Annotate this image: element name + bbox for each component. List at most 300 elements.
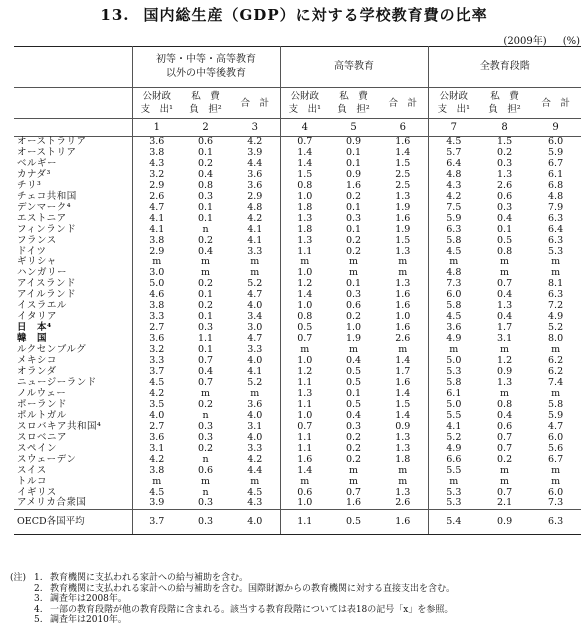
value-cell: 3.3: [230, 247, 280, 258]
value-cell: 1.9: [378, 203, 428, 214]
value-cell: 1.0: [297, 300, 313, 312]
value-cell: 1.5: [378, 400, 428, 411]
value-cell: 1.4: [378, 411, 428, 422]
title-text: 国内総生産（GDP）に対する学校教育費の比率: [143, 6, 488, 24]
unit-label: (%): [562, 36, 580, 47]
value-cell: 1.7: [497, 322, 513, 334]
subheader-private: 私 費 負 担²: [479, 88, 530, 119]
value-cell: 3.6: [230, 400, 280, 411]
footnote-item: [10, 573, 455, 584]
value-cell: 1.3: [378, 433, 428, 444]
value-cell: 0.1: [197, 344, 214, 356]
value-cell: 0.5: [297, 322, 313, 334]
group-header-secondary: [132, 47, 280, 88]
value-cell: 3.9: [230, 148, 280, 159]
value-cell: m: [200, 387, 210, 399]
value-cell: 1.3: [378, 444, 428, 455]
value-cell: 2.1: [497, 497, 513, 509]
country-name: ポーランド: [14, 400, 132, 411]
value-cell: 0.8: [197, 179, 214, 191]
value-cell: 4.5: [446, 311, 462, 323]
value-cell: 0.2: [345, 431, 362, 443]
value-cell: 0.3: [345, 212, 362, 224]
value-cell: 0.3: [197, 431, 214, 443]
value-cell: 4.5: [446, 136, 462, 147]
value-cell: 0.2: [345, 190, 362, 202]
value-cell: 1.6: [378, 214, 428, 225]
value-cell: m: [500, 267, 510, 279]
value-cell: 1.3: [378, 192, 428, 203]
value-cell: m: [200, 267, 210, 279]
value-cell: 4.4: [230, 466, 280, 477]
column-index: 7: [428, 119, 479, 137]
column-index: 1: [132, 119, 181, 137]
value-cell: 1.3: [297, 212, 313, 224]
value-cell: 0.9: [345, 136, 362, 147]
value-cell: 1.0: [345, 322, 362, 334]
value-cell: 6.7: [548, 453, 564, 465]
value-cell: 1.4: [378, 148, 428, 159]
value-cell: 6.1: [548, 168, 564, 180]
value-cell: 1.4: [297, 289, 313, 301]
value-cell: 3.3: [230, 345, 280, 356]
value-cell: 0.2: [197, 442, 214, 454]
value-cell: 0.2: [497, 146, 513, 158]
table-meta: [487, 32, 580, 47]
footnote-text: 調査年は2010年。: [50, 615, 127, 625]
country-name: チリ³: [14, 181, 132, 192]
value-cell: 4.7: [230, 334, 280, 345]
value-cell: 6.4: [548, 223, 564, 235]
value-cell: 3.3: [230, 444, 280, 455]
average-section: [14, 510, 581, 535]
value-cell: m: [551, 475, 561, 487]
footnote-number: 2.: [34, 583, 43, 594]
country-name: メキシコ: [14, 356, 132, 367]
value-cell: m: [500, 464, 510, 476]
subheader-public: 公財政 支 出¹: [132, 88, 181, 119]
subheader-private: 私 費 負 担²: [329, 88, 378, 119]
country-name: オーストラリア: [14, 137, 132, 148]
value-cell: 0.3: [497, 157, 513, 169]
subheader-total: 合 計: [230, 88, 280, 119]
footnote-text: 一部の教育段階が他の教育段階に含まれる。該当する教育段階については表18の記号「x」を参照。: [50, 604, 454, 615]
value-cell: 6.0: [548, 431, 564, 443]
value-cell: 4.5: [446, 245, 462, 257]
value-cell: 5.5: [446, 464, 462, 476]
value-cell: 0.4: [497, 289, 513, 301]
value-cell: 5.2: [230, 378, 280, 389]
value-cell: m: [378, 257, 428, 268]
country-name: ポルトガル: [14, 411, 132, 422]
value-cell: 1.9: [378, 225, 428, 236]
value-cell: 0.9: [497, 366, 513, 378]
value-cell: 0.4: [345, 355, 362, 367]
country-name: ノルウェー: [14, 389, 132, 400]
value-cell: 0.9: [479, 510, 530, 535]
value-cell: 1.2: [297, 366, 313, 378]
value-cell: 0.2: [345, 442, 362, 454]
value-cell: 1.8: [297, 201, 313, 213]
value-cell: 5.9: [548, 409, 564, 421]
table-row: [14, 444, 581, 455]
value-cell: 0.6: [197, 136, 214, 147]
footnote-label: (注): [10, 573, 27, 583]
value-cell: 1.5: [497, 136, 513, 147]
country-header-cell: [14, 47, 132, 88]
value-cell: 4.2: [230, 214, 280, 225]
column-index: 4: [280, 119, 329, 137]
value-cell: 1.0: [297, 409, 313, 421]
table-row: [14, 455, 581, 466]
value-cell: 4.1: [230, 367, 280, 378]
value-cell: 1.5: [378, 159, 428, 170]
value-cell: 1.8: [297, 223, 313, 235]
value-cell: 4.9: [446, 442, 462, 454]
country-name: ニュージーランド: [14, 378, 132, 389]
value-cell: 1.3: [297, 387, 313, 399]
value-cell: m: [551, 256, 561, 268]
value-cell: 5.3: [548, 245, 564, 257]
value-cell: 6.2: [548, 366, 564, 378]
value-cell: 0.8: [497, 398, 513, 410]
value-cell: m: [449, 256, 459, 268]
value-cell: 0.1: [345, 223, 362, 235]
value-cell: 0.9: [345, 168, 362, 180]
value-cell: 8.0: [548, 333, 564, 345]
value-cell: 0.1: [197, 212, 214, 224]
country-name: スロバキア共和国⁴: [14, 422, 132, 433]
table-row: [14, 466, 581, 477]
value-cell: 4.0: [230, 411, 280, 422]
subheader-public: 公財政 支 出¹: [280, 88, 329, 119]
value-cell: 1.2: [297, 278, 313, 290]
value-cell: 1.4: [378, 356, 428, 367]
value-cell: 4.2: [230, 137, 280, 148]
footnote-text: 調査年は2008年。: [50, 594, 127, 604]
value-cell: 0.5: [345, 376, 362, 388]
value-cell: 5.9: [446, 212, 462, 224]
value-cell: 4.8: [446, 168, 462, 180]
value-cell: 0.4: [197, 366, 214, 378]
footnote-number: 4.: [34, 604, 43, 615]
value-cell: m: [500, 256, 510, 268]
value-cell: 7.3: [548, 497, 564, 509]
value-cell: 1.0: [297, 355, 313, 367]
value-cell: 0.2: [345, 234, 362, 246]
value-cell: 0.3: [197, 497, 214, 509]
value-cell: 0.3: [197, 190, 214, 202]
value-cell: 0.2: [197, 157, 214, 169]
value-cell: 4.2: [230, 455, 280, 466]
value-cell: 6.7: [548, 157, 564, 169]
value-cell: m: [230, 477, 280, 488]
value-cell: 1.1: [297, 376, 313, 388]
table-row: [14, 214, 581, 225]
value-cell: 5.8: [446, 300, 462, 312]
education-expenditure-table: [14, 46, 581, 535]
value-cell: 5.9: [548, 146, 564, 158]
value-cell: 0.9: [378, 422, 428, 433]
table-row: [14, 477, 581, 488]
value-cell: 0.3: [345, 289, 362, 301]
value-cell: 4.5: [149, 486, 165, 498]
value-cell: 0.7: [297, 136, 313, 147]
country-name: ベルギー: [14, 159, 132, 170]
value-cell: 4.6: [149, 289, 165, 301]
value-cell: 0.3: [345, 420, 362, 432]
value-cell: 5.4: [428, 510, 479, 535]
country-name: ギリシャ: [14, 257, 132, 268]
country-name: トルコ: [14, 477, 132, 488]
value-cell: n: [202, 486, 209, 498]
subheader-public: 公財政 支 出¹: [428, 88, 479, 119]
value-cell: 4.1: [149, 223, 165, 235]
value-cell: 5.2: [446, 431, 462, 443]
value-cell: 2.6: [497, 179, 513, 191]
country-name: エストニア: [14, 214, 132, 225]
country-name: カナダ³: [14, 170, 132, 181]
value-cell: 4.2: [446, 190, 462, 202]
value-cell: 2.6: [378, 334, 428, 345]
value-cell: m: [349, 464, 359, 476]
group-header-line: 初等・中等・高等教育: [156, 54, 257, 65]
value-cell: 6.0: [548, 136, 564, 147]
country-name: イタリア: [14, 312, 132, 323]
value-cell: 4.5: [149, 376, 165, 388]
value-cell: 3.0: [230, 323, 280, 334]
country-name: チェコ共和国: [14, 192, 132, 203]
value-cell: 6.3: [548, 289, 564, 301]
value-cell: m: [230, 257, 280, 268]
value-cell: 4.5: [230, 488, 280, 499]
value-cell: 0.5: [497, 234, 513, 246]
value-cell: 1.3: [497, 376, 513, 388]
value-cell: 3.4: [230, 312, 280, 323]
table-row: [14, 334, 581, 345]
value-cell: m: [449, 475, 459, 487]
footnote-item: [10, 605, 455, 616]
country-name: スウェーデン: [14, 455, 132, 466]
value-cell: 0.2: [345, 245, 362, 257]
country-name: スイス: [14, 466, 132, 477]
value-cell: 1.1: [297, 442, 313, 454]
value-cell: 3.8: [149, 300, 165, 312]
value-cell: 0.2: [197, 300, 214, 312]
value-cell: 3.6: [149, 333, 165, 345]
country-name: ハンガリー: [14, 268, 132, 279]
value-cell: 1.8: [378, 455, 428, 466]
value-cell: 1.3: [378, 279, 428, 290]
value-cell: 0.4: [497, 212, 513, 224]
country-name: 韓 国: [14, 334, 132, 345]
value-cell: m: [300, 256, 310, 268]
column-index: 6: [378, 119, 428, 137]
footnote-item: [10, 615, 455, 626]
value-cell: 5.8: [548, 398, 564, 410]
value-cell: 1.6: [378, 301, 428, 312]
value-cell: 0.3: [181, 510, 230, 535]
footnote-label: [10, 594, 34, 605]
value-cell: 1.4: [297, 146, 313, 158]
value-cell: 0.7: [197, 376, 214, 388]
value-cell: m: [500, 387, 510, 399]
value-cell: 3.6: [149, 431, 165, 443]
value-cell: 0.7: [297, 333, 313, 345]
country-name: オーストリア: [14, 148, 132, 159]
value-cell: 6.3: [446, 223, 462, 235]
value-cell: 4.7: [230, 290, 280, 301]
value-cell: 1.3: [497, 168, 513, 180]
value-cell: 4.3: [230, 498, 280, 509]
value-cell: 5.3: [446, 366, 462, 378]
value-cell: 1.6: [378, 378, 428, 389]
value-cell: 2.7: [149, 420, 165, 432]
country-name: フィンランド: [14, 225, 132, 236]
value-cell: m: [349, 475, 359, 487]
value-cell: 1.1: [297, 245, 313, 257]
value-cell: 1.1: [197, 333, 214, 345]
value-cell: m: [378, 466, 428, 477]
country-name: フランス: [14, 236, 132, 247]
value-cell: 0.2: [497, 453, 513, 465]
value-cell: 7.9: [548, 201, 564, 213]
value-cell: 0.7: [197, 355, 214, 367]
value-cell: 4.7: [548, 420, 564, 432]
table-row: [14, 498, 581, 509]
value-cell: 6.1: [446, 387, 462, 399]
footnote-number: 3.: [34, 594, 43, 604]
value-cell: 1.7: [378, 367, 428, 378]
value-cell: 4.1: [446, 420, 462, 432]
value-cell: 4.1: [230, 225, 280, 236]
value-cell: 1.5: [378, 236, 428, 247]
value-cell: 1.0: [378, 312, 428, 323]
footnotes: [10, 573, 455, 626]
value-cell: 0.7: [497, 431, 513, 443]
value-cell: 0.3: [197, 420, 214, 432]
value-cell: 3.1: [230, 422, 280, 433]
value-cell: 4.0: [230, 433, 280, 444]
group-header-line: 以外の中等後教育: [166, 68, 247, 79]
group-header-all-levels: 全教育段階: [428, 47, 581, 88]
country-name: ドイツ: [14, 247, 132, 258]
value-cell: 3.1: [497, 333, 513, 345]
value-cell: m: [500, 344, 510, 356]
value-cell: 0.2: [345, 453, 362, 465]
value-cell: 2.9: [230, 192, 280, 203]
value-cell: 3.0: [149, 267, 165, 279]
value-cell: m: [349, 267, 359, 279]
value-cell: m: [449, 344, 459, 356]
value-cell: 1.3: [378, 247, 428, 258]
country-name: イギリス: [14, 488, 132, 499]
value-cell: 3.6: [446, 322, 462, 334]
value-cell: 0.7: [297, 420, 313, 432]
value-cell: 4.2: [149, 453, 165, 465]
value-cell: 0.5: [345, 398, 362, 410]
value-cell: 0.7: [497, 278, 513, 290]
value-cell: 1.0: [297, 190, 313, 202]
value-cell: 6.0: [548, 486, 564, 498]
value-cell: 6.3: [548, 212, 564, 224]
footnote-number: 1.: [34, 573, 43, 583]
value-cell: 3.6: [230, 181, 280, 192]
value-cell: 1.1: [280, 510, 329, 535]
value-cell: 0.6: [345, 300, 362, 312]
value-cell: n: [202, 409, 209, 421]
value-cell: 0.7: [497, 486, 513, 498]
value-cell: 2.9: [149, 179, 165, 191]
value-cell: 0.1: [345, 157, 362, 169]
column-index: 9: [530, 119, 581, 137]
value-cell: 0.6: [297, 486, 313, 498]
country-name: スロベニア: [14, 433, 132, 444]
value-cell: 1.3: [378, 488, 428, 499]
value-cell: 5.5: [446, 409, 462, 421]
country-name: デンマーク⁴: [14, 203, 132, 214]
country-name: ルクセンブルグ: [14, 345, 132, 356]
value-cell: n: [202, 223, 209, 235]
value-cell: n: [202, 453, 209, 465]
value-cell: 6.3: [530, 510, 581, 535]
value-cell: 0.6: [497, 420, 513, 432]
value-cell: 1.0: [297, 267, 313, 279]
value-cell: 1.2: [497, 355, 513, 367]
value-cell: 1.9: [345, 333, 362, 345]
footnote-label: [10, 615, 34, 626]
value-cell: 0.2: [197, 398, 214, 410]
value-cell: 0.4: [497, 311, 513, 323]
group-header-tertiary: 高等教育: [280, 47, 428, 88]
country-name: OECD各国平均: [14, 510, 132, 535]
country-name: アイルランド: [14, 290, 132, 301]
value-cell: 2.6: [378, 498, 428, 509]
value-cell: 4.0: [230, 301, 280, 312]
value-cell: 4.7: [149, 201, 165, 213]
value-cell: 0.4: [345, 409, 362, 421]
value-cell: 4.4: [230, 159, 280, 170]
footnote-label: [10, 584, 34, 595]
value-cell: 5.0: [446, 355, 462, 367]
value-cell: 5.0: [149, 278, 165, 290]
value-cell: m: [230, 389, 280, 400]
country-name: イスラエル: [14, 301, 132, 312]
value-cell: m: [200, 256, 210, 268]
value-cell: 0.1: [197, 201, 214, 213]
value-cell: 1.1: [297, 431, 313, 443]
value-cell: 0.6: [197, 464, 214, 476]
footnote-item: [10, 594, 455, 605]
value-cell: m: [551, 464, 561, 476]
subheader-total: 合 計: [530, 88, 581, 119]
value-cell: 0.8: [297, 179, 313, 191]
value-cell: 0.1: [197, 146, 214, 158]
value-cell: 0.7: [497, 442, 513, 454]
value-cell: 4.9: [548, 311, 564, 323]
value-cell: 3.6: [230, 170, 280, 181]
value-cell: 0.1: [345, 387, 362, 399]
value-cell: 5.6: [548, 442, 564, 454]
value-cell: 6.8: [548, 179, 564, 191]
value-cell: m: [551, 344, 561, 356]
value-cell: 4.1: [230, 236, 280, 247]
value-cell: 1.6: [378, 323, 428, 334]
value-cell: 0.5: [329, 510, 378, 535]
footnote-label: [10, 605, 34, 616]
value-cell: 1.6: [378, 510, 428, 535]
country-name: オランダ: [14, 367, 132, 378]
